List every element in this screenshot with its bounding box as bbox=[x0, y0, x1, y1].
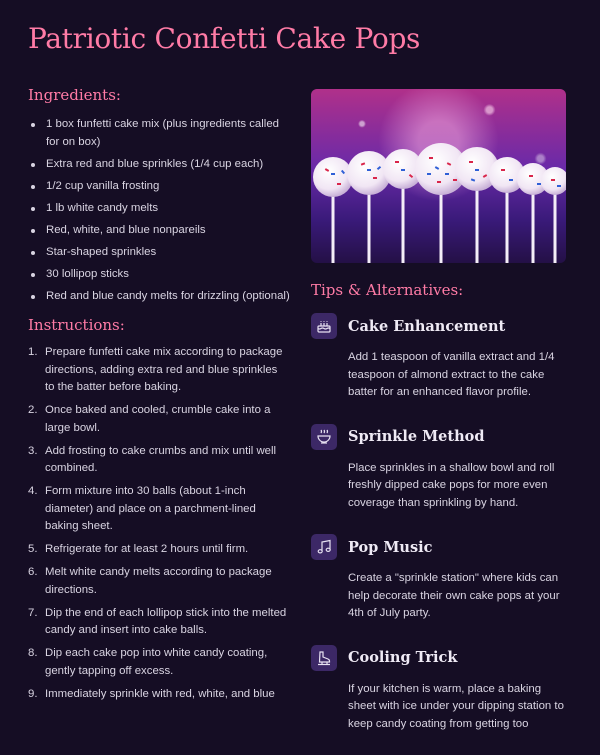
ingredients-heading: Ingredients: bbox=[28, 86, 121, 104]
step-number: 1. bbox=[28, 346, 38, 358]
instruction-step bbox=[28, 686, 290, 704]
instructions-list bbox=[28, 344, 290, 703]
tip-text: If your kitchen is warm, place a baking sheet with ice under your dipping station to keep candy coating from getting too bbox=[348, 682, 564, 730]
step-number: 4. bbox=[28, 485, 38, 497]
instruction-step bbox=[28, 443, 290, 478]
instruction-step bbox=[28, 541, 290, 559]
ingredient-item: 1 lb white candy melts bbox=[28, 200, 290, 218]
step-text: Add frosting to cake crumbs and mix until well combined. bbox=[45, 444, 277, 474]
instruction-step bbox=[28, 344, 290, 397]
tip-text: Create a "sprinkle station" where kids can help decorate their own cake pops at your 4th of July party. bbox=[348, 572, 560, 619]
ingredient-item: Red and blue candy melts for drizzling (optional) bbox=[28, 288, 290, 306]
step-text: Refrigerate for at least 2 hours until firm. bbox=[45, 543, 249, 555]
tip-title: Pop Music bbox=[348, 538, 433, 556]
step-number: 2. bbox=[28, 404, 38, 416]
instruction-step bbox=[28, 564, 290, 599]
ingredient-item: Extra red and blue sprinkles (1/4 cup each) bbox=[28, 156, 290, 174]
tip-pop-music bbox=[311, 534, 566, 623]
step-text: Dip each cake pop into white candy coating, gently tapping off excess. bbox=[45, 647, 268, 677]
instruction-step bbox=[28, 483, 290, 536]
cake-pops-photo bbox=[311, 89, 566, 263]
instruction-step bbox=[28, 645, 290, 680]
left-column bbox=[28, 86, 290, 709]
instruction-step bbox=[28, 605, 290, 640]
instruction-step bbox=[28, 402, 290, 437]
page-title: Patriotic Confetti Cake Pops bbox=[28, 22, 421, 55]
step-text: Form mixture into 30 balls (about 1-inch diameter) and place on a parchment-lined baking sheet. bbox=[45, 485, 256, 532]
ingredient-item: Red, white, and blue nonpareils bbox=[28, 222, 290, 240]
ingredient-item: 1 box funfetti cake mix (plus ingredients called for on box) bbox=[28, 116, 290, 151]
tips-heading: Tips & Alternatives: bbox=[311, 281, 464, 299]
ingredients-list bbox=[28, 116, 290, 305]
step-text: Dip the end of each lollipop stick into the melted candy and insert into cake balls. bbox=[45, 606, 287, 636]
tip-cake-enhancement bbox=[311, 313, 566, 402]
tip-sprinkle-method bbox=[311, 424, 566, 513]
step-number: 6. bbox=[28, 566, 38, 578]
tip-title: Cooling Trick bbox=[348, 649, 458, 666]
cake-pops-illustration bbox=[311, 89, 566, 263]
ingredient-item: Star-shaped sprinkles bbox=[28, 244, 290, 262]
instructions-heading: Instructions: bbox=[28, 316, 125, 334]
step-text: Immediately sprinkle with red, white, and blue bbox=[45, 687, 275, 700]
ingredient-item: 1/2 cup vanilla frosting bbox=[28, 178, 290, 196]
tip-text: Add 1 teaspoon of vanilla extract and 1/4 teaspoon of almond extract to the cake batter for an enhanced flavor profile. bbox=[348, 351, 555, 398]
step-text: Prepare funfetti cake mix according to package directions, adding extra red and blue sprinkles to the batter before baking. bbox=[45, 346, 283, 393]
tip-cooling-trick bbox=[311, 645, 566, 734]
cake-icon bbox=[311, 313, 337, 339]
ingredient-item: 30 lollipop sticks bbox=[28, 266, 290, 284]
right-column bbox=[311, 89, 566, 755]
ice-skate-icon bbox=[311, 645, 337, 671]
step-text: Melt white candy melts according to package directions. bbox=[45, 566, 272, 596]
music-icon bbox=[311, 534, 337, 560]
step-number: 7. bbox=[28, 606, 38, 619]
step-number: 3. bbox=[28, 444, 38, 457]
tip-title: Sprinkle Method bbox=[348, 428, 485, 445]
step-number: 5. bbox=[28, 543, 38, 555]
step-text: Once baked and cooled, crumble cake into a large bowl. bbox=[45, 404, 271, 434]
tip-text: Place sprinkles in a shallow bowl and roll freshly dipped cake pops for more even coverage than sprinkling by hand. bbox=[348, 461, 555, 509]
tip-title: Cake Enhancement bbox=[348, 317, 506, 335]
step-number: 8. bbox=[28, 647, 38, 659]
bowl-icon bbox=[311, 424, 337, 450]
step-number: 9. bbox=[28, 687, 38, 700]
